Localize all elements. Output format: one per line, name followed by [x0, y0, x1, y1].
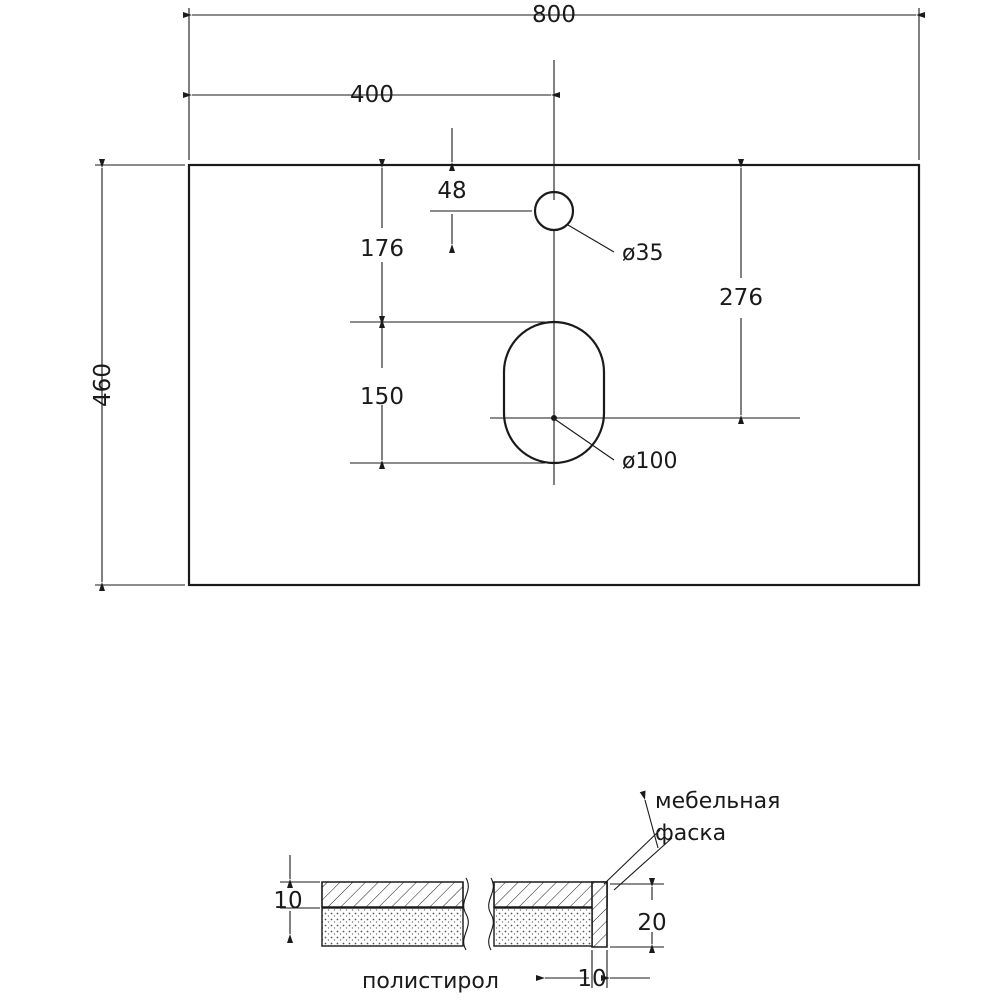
- slab-left-hatch: [322, 882, 463, 907]
- dim-edge-width-text: 10: [577, 966, 607, 992]
- dim-height-text: 460: [90, 363, 116, 407]
- slab-right-hatch: [494, 882, 607, 907]
- dim-overall-width-text: 800: [532, 2, 576, 28]
- dim-center-offset-text: 400: [350, 82, 394, 108]
- label-chamfer-line1: мебельная: [655, 789, 781, 814]
- core-right: [494, 908, 592, 946]
- dim-48-text: 48: [437, 178, 467, 204]
- section-view-group: [273, 789, 780, 994]
- callout-faucet-diameter: ø35: [622, 241, 664, 266]
- leader-basin-diameter: [556, 420, 614, 460]
- label-core-material: полистирол: [362, 969, 499, 994]
- core-left: [322, 908, 463, 946]
- leader-faucet-diameter: [568, 225, 614, 252]
- break-line-right: [489, 878, 494, 950]
- plan-view-group: [90, 2, 919, 585]
- dim-150-text: 150: [360, 384, 404, 410]
- dim-176-text: 176: [360, 236, 404, 262]
- break-line-left: [464, 878, 469, 950]
- dim-276-text: 276: [719, 285, 763, 311]
- front-edge-hatch: [592, 882, 607, 947]
- label-chamfer-line2: фаска: [655, 821, 727, 846]
- dim-slab-thickness-text: 10: [273, 888, 303, 914]
- dim-edge-height-text: 20: [637, 910, 667, 936]
- callout-basin-diameter: ø100: [622, 449, 678, 474]
